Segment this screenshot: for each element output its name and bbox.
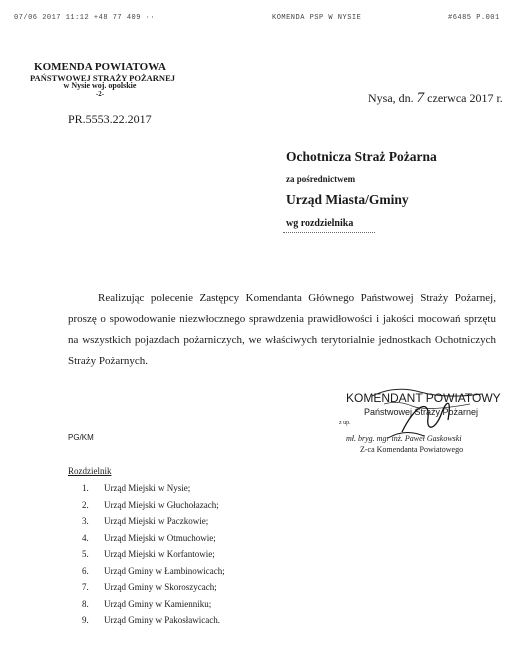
- list-item-number: 6.: [82, 565, 89, 576]
- addressee-line-3: Urząd Miasta/Gminy: [286, 192, 409, 207]
- list-item-number: 7.: [82, 582, 89, 592]
- date-suffix: czerwca 2017 r.: [427, 91, 503, 105]
- date-prefix: Nysa, dn.: [368, 91, 414, 105]
- signatory-role: Z-ca Komendanta Powiatowego: [360, 445, 464, 454]
- list-item: [82, 596, 225, 613]
- list-item-text: Urząd Miejski w Korfantowie;: [104, 549, 215, 559]
- stamp-line-2: PAŃSTWOWEJ STRAŻY POŻARNEJ: [30, 72, 175, 83]
- list-item: [82, 513, 225, 530]
- list-item-text: Urząd Miejski w Paczkowie;: [104, 516, 209, 526]
- addressee-line-2: za pośrednictwem: [286, 174, 356, 184]
- list-item-text: Urząd Miejski w Otmuchowie;: [104, 532, 216, 543]
- list-item-number: 9.: [82, 615, 89, 625]
- list-item: [82, 546, 225, 563]
- list-item-number: 5.: [82, 549, 89, 559]
- list-item-number: 4.: [82, 532, 89, 543]
- fax-header-center: KOMENDA PSP W NYSIE: [272, 14, 362, 22]
- list-item-text: Urząd Gminy w Pakosławicach.: [104, 615, 220, 625]
- list-item: [82, 612, 225, 629]
- addressee-line-1: Ochotnicza Straż Pożarna: [286, 149, 437, 164]
- list-item-number: 3.: [82, 516, 89, 526]
- reference-number: PR.5553.22.2017: [68, 112, 152, 126]
- list-item-number: 1.: [82, 483, 89, 493]
- list-item-text: Urząd Miejski w Nysie;: [104, 483, 191, 493]
- list-item: [82, 480, 225, 497]
- addressee-line-4: wg rozdzielnika: [286, 218, 354, 229]
- signature-z-up: z up.: [339, 420, 351, 426]
- distribution-list: [82, 480, 225, 629]
- list-item: [82, 563, 225, 580]
- distribution-heading: Rozdzielnik: [68, 466, 112, 476]
- list-item-text: Urząd Gminy w Kamienniku;: [104, 598, 212, 609]
- list-item-number: 8.: [82, 598, 89, 609]
- signature-title: KOMENDANT POWIATOWY: [346, 391, 501, 405]
- list-item-text: Urząd Gminy w Łambinowicach;: [104, 565, 225, 576]
- signature-subtitle: Państwowej Straży Pożarnej: [364, 407, 479, 417]
- list-item: [82, 579, 225, 596]
- list-item-text: Urząd Miejski w Głuchołazach;: [104, 499, 219, 510]
- list-item: [82, 530, 225, 547]
- list-item: [82, 497, 225, 514]
- list-item-number: 2.: [82, 499, 89, 510]
- stamp-line-3: w Nysie woj. opolskie: [63, 81, 137, 91]
- signatory-name: mł. bryg. mgr inż. Paweł Gaskowski: [346, 434, 462, 443]
- list-item-text: Urząd Gminy w Skoroszycach;: [104, 582, 217, 592]
- stamp-line-1: KOMENDA POWIATOWA: [34, 61, 166, 73]
- fax-header-right: #6485 P.001: [448, 14, 500, 22]
- body-paragraph: Realizując polecenie Zastępcy Komendanta Głównego Państwowej Straży Pożarnej, proszę o spowodowanie niezwłocznego sprawdzenia prawidłowości i jakości mocowań sprzętu na wszystkich pojazdach pożarniczych, we właściwych terytorialnie jednostkach Ochotniczych Straży Pożarnych.: [68, 292, 496, 367]
- date-day: 7: [416, 90, 425, 106]
- stamp-line-4: -2-: [95, 89, 105, 98]
- author-initials: PG/KM: [68, 433, 94, 442]
- fax-header-left: 07/06 2017 11:12 +48 77 409 ··: [14, 14, 156, 22]
